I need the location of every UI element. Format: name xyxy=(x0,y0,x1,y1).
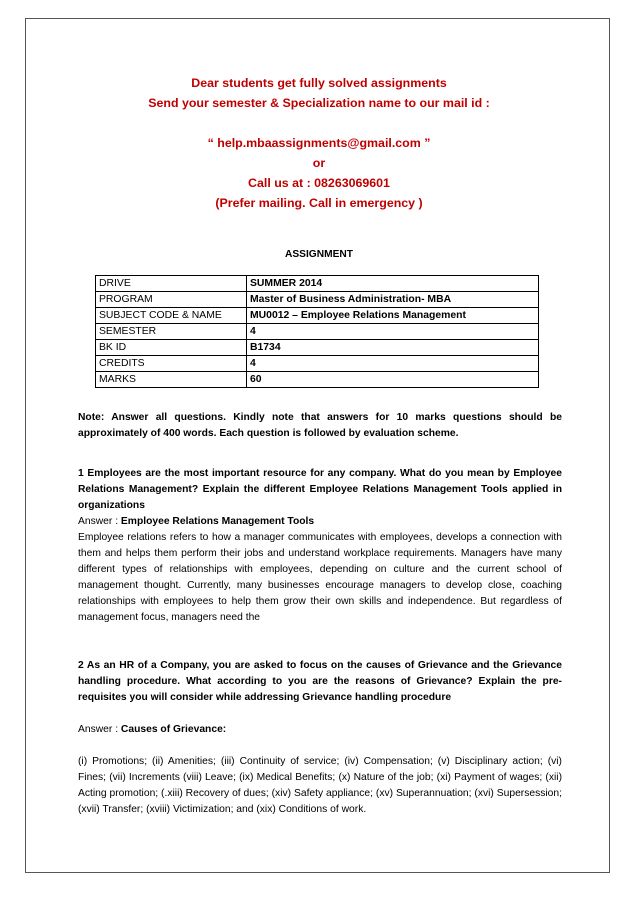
question-2 xyxy=(78,658,562,818)
header-line-1: Dear students get fully solved assignments xyxy=(191,76,447,90)
table-row xyxy=(96,356,539,372)
answer-label: Answer : xyxy=(78,724,121,735)
note-text: Note: Answer all questions. Kindly note that answers for 10 marks questions should be approximately of 400 words. Each question is followed by evaluation scheme. xyxy=(78,412,562,439)
answer-1-body: Employee relations refers to how a manager communicates with employees, develops a connection with them and helps them perform their jobs and understand workplace requirements. Managers have many different types of relationships with employees, depending on culture and the current school of management thought. Currently, many businesses encourage managers to develop close, coaching relationships with employees to help them grow their own skills and independence. But regardless of management focus, managers need the xyxy=(78,532,562,623)
question-2-text: 2 As an HR of a Company, you are asked to focus on the causes of Grievance and the Grievance handling procedure. What according to you are the reasons of Grievance? Explain the pre-requisites you will consider while addressing Grievance handling procedure xyxy=(78,660,562,703)
answer-label: Answer : xyxy=(78,516,121,527)
table-key: SUBJECT CODE & NAME xyxy=(96,308,247,324)
contact-header xyxy=(0,73,638,213)
header-spacer xyxy=(0,113,638,133)
assignment-info-table xyxy=(95,275,539,388)
answer-2-heading: Causes of Grievance: xyxy=(120,724,227,735)
table-value: SUMMER 2014 xyxy=(247,276,539,292)
question-1 xyxy=(78,466,562,626)
table-row xyxy=(96,372,539,388)
header-email: “ help.mbaassignments@gmail.com ” xyxy=(207,136,431,150)
answer-1-heading: Employee Relations Management Tools xyxy=(120,516,315,527)
table-value: 60 xyxy=(247,372,539,388)
answer-2-body: (i) Promotions; (ii) Amenities; (iii) Continuity of service; (iv) Compensation; (v) Disciplinary action; (vi) Fines; (vii) Increments (viii) Leave; (ix) Medical Benefits; (x) Nature of the job; (xi) Payment of wages; (xii) Acting promotion; (.xiii) Recovery of dues; (xiv) Safety appliance; (xv) Superannuation; (xvi) Supersession; (xvii) Transfer; (xviii) Victimization; and (xix) Conditions of work. xyxy=(78,756,562,815)
table-row xyxy=(96,292,539,308)
table-key: PROGRAM xyxy=(96,292,247,308)
question-1-text: 1 Employees are the most important resource for any company. What do you mean by Employee Relations Management? Explain the different Employee Relations Management Tools applied in organizations xyxy=(78,468,562,511)
header-preference: (Prefer mailing. Call in emergency ) xyxy=(215,196,423,210)
table-key: MARKS xyxy=(96,372,247,388)
table-row xyxy=(96,324,539,340)
table-key: BK ID xyxy=(96,340,247,356)
table-value: 4 xyxy=(247,324,539,340)
table-key: SEMESTER xyxy=(96,324,247,340)
header-phone: Call us at : 08263069601 xyxy=(248,176,390,190)
table-key: CREDITS xyxy=(96,356,247,372)
table-row xyxy=(96,276,539,292)
table-value: MU0012 – Employee Relations Management xyxy=(247,308,539,324)
table-value: 4 xyxy=(247,356,539,372)
assignment-title: ASSIGNMENT xyxy=(285,249,353,260)
table-row xyxy=(96,340,539,356)
header-or: or xyxy=(312,156,326,170)
header-line-2: Send your semester & Specialization name to our mail id : xyxy=(148,96,490,110)
answer-2-line xyxy=(78,722,562,738)
note-paragraph xyxy=(78,410,562,442)
answer-1-line xyxy=(78,514,562,530)
table-value: Master of Business Administration- MBA xyxy=(247,292,539,308)
table-key: DRIVE xyxy=(96,276,247,292)
table-value: B1734 xyxy=(247,340,539,356)
table-row xyxy=(96,308,539,324)
